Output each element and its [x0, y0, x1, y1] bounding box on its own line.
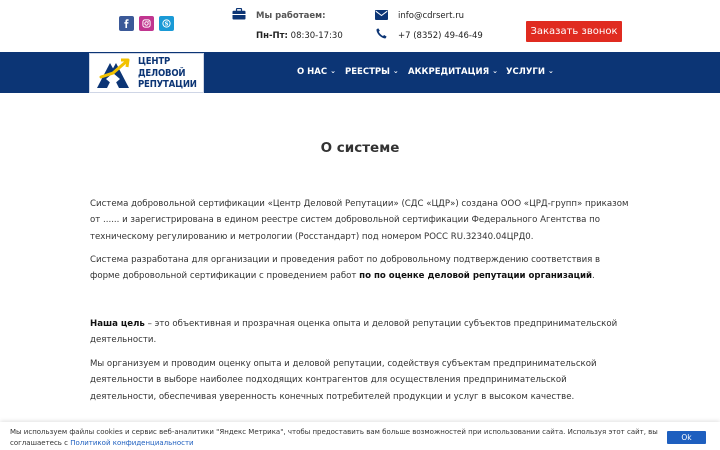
chevron-down-icon: ⌄ [392, 67, 399, 75]
nav-item-label: РЕЕСТРЫ [345, 67, 390, 77]
cookie-text [10, 427, 660, 449]
paragraph-text: Система разработана для организации и проведения работ по добровольному подтверждению соответствия в форме добровольной сертификации с проведением работ [90, 255, 601, 282]
privacy-policy-link[interactable]: Политикой конфиденциальности [70, 439, 194, 447]
work-hours-label: Мы работаем: [256, 11, 326, 21]
order-call-button[interactable]: Заказать звонок [526, 21, 622, 42]
chevron-down-icon: ⌄ [547, 67, 554, 75]
phone-icon [376, 28, 387, 39]
logo-text [138, 56, 197, 91]
nav-item-registries[interactable] [345, 67, 399, 77]
logo-line-2: ДЕЛОВОЙ [138, 67, 186, 79]
cookie-ok-button[interactable]: Ok [667, 431, 706, 444]
svg-text:S: S [164, 21, 169, 28]
chevron-down-icon: ⌄ [492, 67, 498, 75]
top-bar [0, 0, 720, 52]
logo-line-3: РЕПУТАЦИИ [138, 79, 197, 90]
nav-item-label: УСЛУГИ [506, 67, 545, 77]
site-logo[interactable] [89, 53, 204, 93]
envelope-icon [375, 10, 388, 20]
chevron-down-icon: ⌄ [330, 67, 336, 75]
nav-item-about[interactable] [297, 67, 336, 77]
paragraph-text: – это объективная и прозрачная оценка опыта и деловой репутации субъектов предпринимательской деятельности. [90, 319, 618, 346]
paragraph-purpose [90, 252, 630, 285]
nav-item-label: АККРЕДИТАЦИЯ [408, 67, 490, 77]
nav-item-accreditation[interactable] [408, 67, 498, 77]
cookie-banner [0, 422, 720, 450]
facebook-icon[interactable] [119, 16, 134, 31]
paragraph-intro: Система добровольной сертификации «Центр Деловой Репутации» (СДС «ЦДР») создана ООО «ЦРД-групп» приказом от ...... и зарегистрирована в едином реестре систем добровольной сертификации Федерального Агентства по техническому регулированию и метрологии (Росстандарт) под номером РОСС RU.32340.04ЦРД0. [90, 199, 629, 242]
paragraph-goal [90, 316, 630, 349]
briefcase-icon [232, 8, 246, 20]
skype-icon[interactable] [159, 16, 174, 31]
paragraph-organize: Мы организуем и проводим оценку опыта и деловой репутации, содействуя субъектам предпринимательской деятельности в выборе наиболее подходящих контрагентов для осуществления предпринимательской деятельности, обеспечивая уверенность конечных потребителей продукции и услуг в высоком качестве. [90, 359, 597, 402]
instagram-icon[interactable] [139, 16, 154, 31]
page-title: О системе [320, 140, 400, 156]
nav-item-services[interactable] [506, 67, 554, 77]
logo-line-1: ЦЕНТР [138, 56, 171, 67]
goal-heading: Наша цель [90, 319, 145, 329]
cookie-message: Мы используем файлы cookies и сервис веб-аналитики "Яндекс Метрика", чтобы предоставить вам больше возможностей при использовании сайта. Используя этот сайт, вы соглашаетесь с [10, 428, 658, 447]
work-days: Пн-Пт: [256, 31, 288, 41]
work-hours [256, 31, 343, 41]
phone-link[interactable]: +7 (8352) 49-46-49 [398, 31, 483, 41]
paragraph-emphasis: по по оценке деловой репутации организаций [359, 271, 593, 282]
nav-item-label: О НАС [297, 67, 328, 77]
work-time: 08:30-17:30 [290, 31, 343, 41]
email-link[interactable]: info@cdrsert.ru [398, 11, 465, 21]
paragraph-end: . [592, 271, 595, 282]
logo-mark-icon [93, 57, 133, 90]
